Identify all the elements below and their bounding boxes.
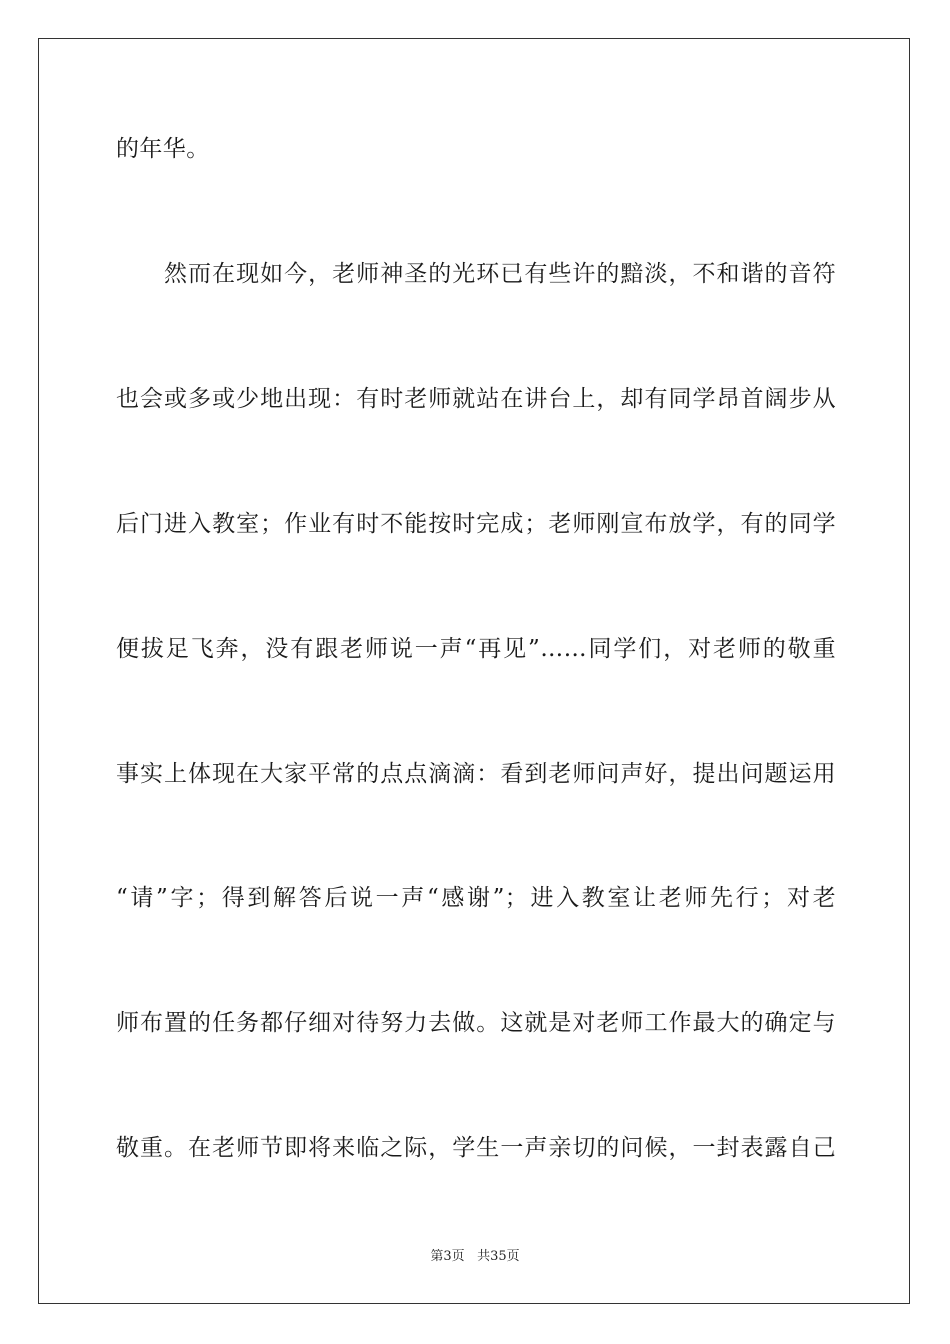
text-line-5: 便拔足飞奔，没有跟老师说一声“再见”……同学们，对老师的敬重: [116, 636, 836, 662]
page-footer: [0, 1248, 950, 1266]
page-total: 共35页: [477, 1249, 520, 1264]
text-line-1: 的年华。: [116, 136, 210, 162]
text-line-4: 后门进入教室；作业有时不能按时完成；老师刚宣布放学，有的同学: [116, 511, 836, 537]
text-line-2: 然而在现如今，老师神圣的光环已有些许的黯淡，不和谐的音符: [164, 261, 836, 287]
text-line-3: 也会或多或少地出现：有时老师就站在讲台上，却有同学昂首阔步从: [116, 386, 836, 412]
text-line-7: “请”字；得到解答后说一声“感谢”；进入教室让老师先行；对老: [116, 885, 836, 911]
page-number: 第3页: [430, 1249, 465, 1264]
page-border: [38, 38, 910, 1304]
text-line-9: 敬重。在老师节即将来临之际，学生一声亲切的问候，一封表露自己: [116, 1135, 836, 1161]
text-line-8: 师布置的任务都仔细对待努力去做。这就是对老师工作最大的确定与: [116, 1010, 836, 1036]
text-line-6: 事实上体现在大家平常的点点滴滴：看到老师问声好，提出问题运用: [116, 761, 836, 787]
